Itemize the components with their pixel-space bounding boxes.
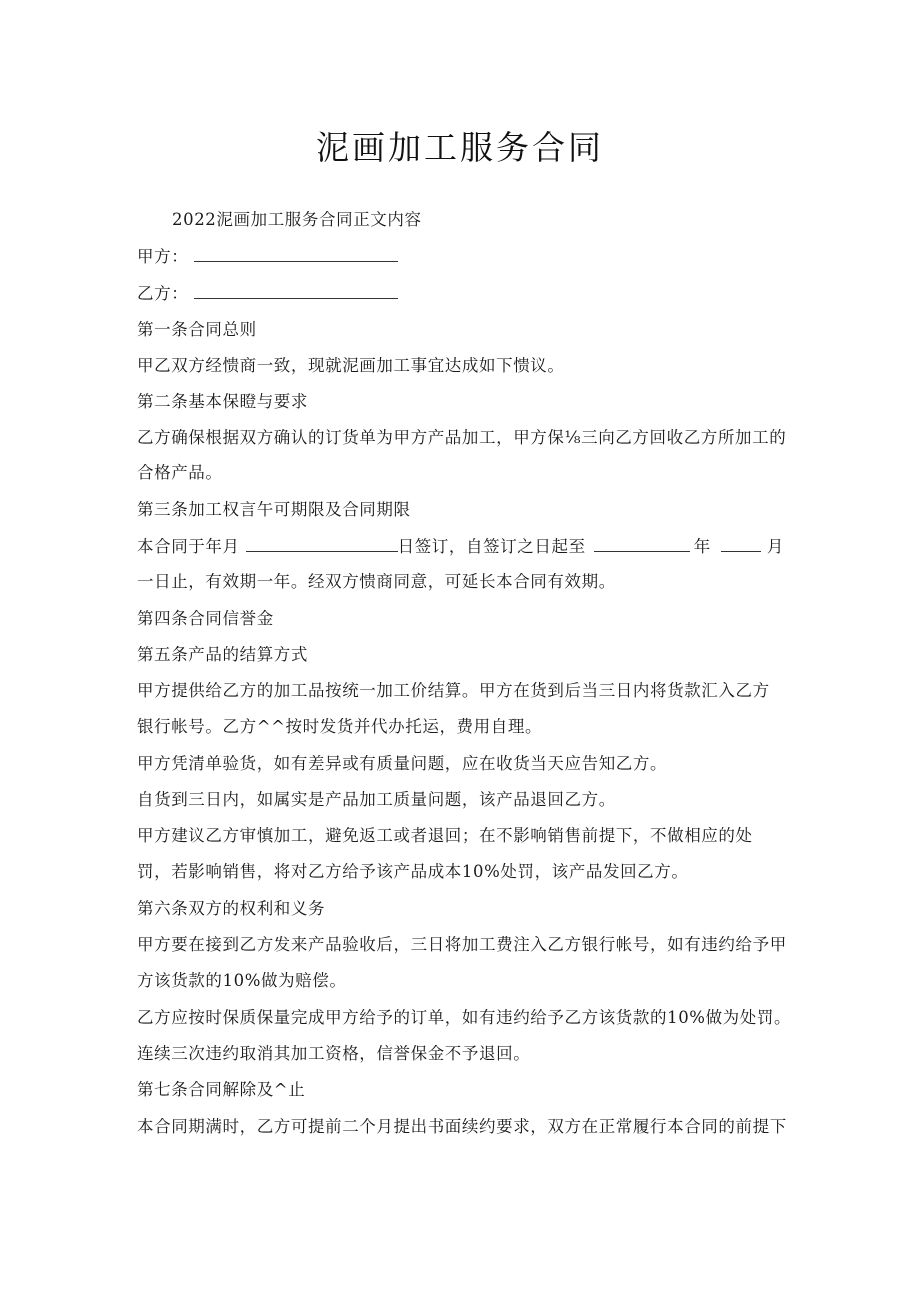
- article5-text-line3: 甲方凭清单验货，如有差异或有质量问题，应在收货当天应告知乙方。: [137, 754, 668, 773]
- party-b-label: 乙方：: [137, 284, 189, 303]
- article3-text-part-d: 月: [766, 537, 784, 556]
- article7-heading: 第七条合同解除及^止: [137, 1080, 306, 1099]
- article6-text-line2: 方该货款的10%做为赔偿。: [137, 971, 347, 990]
- party-a-blank[interactable]: [194, 245, 398, 262]
- article5-text-line6: 罚，若影响销售，将对乙方给予该产品成本10%处罚，该产品发回乙方。: [137, 862, 689, 881]
- article6-text-line3: 乙方应按时保质保量完成甲方给予的订单，如有违约给予乙方该货款的10%做为处罚。: [137, 1008, 792, 1027]
- article5-text-line2: 银行帐号。乙方^^按时发货并代办托运，费用自理。: [137, 717, 543, 736]
- article3-text-part-b: 日签订，自签订之日起至: [397, 537, 586, 556]
- article5-text-line5: 甲方建议乙方审慎加工，避免返工或者退回；在不影响销售前提下，不做相应的处: [137, 826, 753, 845]
- article3-text-line1: [137, 535, 784, 558]
- article3-text-part-c: 年: [693, 537, 711, 556]
- article3-heading: 第三条加工权言午可期限及合同期限: [137, 500, 411, 519]
- party-a-label: 甲方：: [137, 247, 189, 266]
- article2-text-line1: 乙方确保根据双方确认的订货单为甲方产品加工，甲方保⅛三向乙方回收乙方所加工的: [137, 428, 787, 447]
- article4-heading: 第四条合同信誉金: [137, 609, 274, 628]
- article6-text-line4: 连续三次违约取消其加工资格，信誉保金不予退回。: [137, 1044, 531, 1063]
- article6-text-line1: 甲方要在接到乙方发来产品验收后，三日将加工费注入乙方银行帐号，如有违约给予甲: [137, 935, 787, 954]
- party-a-row: [137, 245, 398, 268]
- end-month-blank[interactable]: [721, 535, 761, 552]
- article1-heading: 第一条合同总则: [137, 320, 257, 339]
- party-b-blank[interactable]: [194, 282, 398, 299]
- end-year-blank[interactable]: [594, 535, 690, 552]
- article5-text-line4: 自货到三日内，如属实是产品加工质量问题，该产品退回乙方。: [137, 790, 616, 809]
- article5-text-line1: 甲方提供给乙方的加工品按统一加工价结算。甲方在货到后当三日内将货款汇入乙方: [137, 681, 770, 700]
- article2-heading: 第二条基本保瞪与要求: [137, 392, 308, 411]
- document-subtitle: 2022泥画加工服务合同正文内容: [172, 210, 422, 229]
- article3-text-line2: 一日止，有效期一年。经双方愦商同意，可延长本合同有效期。: [137, 572, 616, 591]
- article6-heading: 第六条双方的权利和义务: [137, 899, 326, 918]
- article7-text-line1: 本合同期满时，乙方可提前二个月提出书面续约要求，双方在正常履行本合同的前提下: [137, 1117, 787, 1136]
- party-b-row: [137, 282, 398, 305]
- article3-text-part-a: 本合同于年月: [137, 537, 240, 556]
- article2-text-line2: 合格产品。: [137, 463, 223, 482]
- article5-heading: 第五条产品的结算方式: [137, 645, 308, 664]
- sign-date-blank[interactable]: [246, 535, 398, 552]
- document-title: 泥画加工服务合同: [316, 128, 604, 167]
- article1-text: 甲乙双方经愦商一致，现就泥画加工事宜达成如下愦议。: [137, 356, 565, 375]
